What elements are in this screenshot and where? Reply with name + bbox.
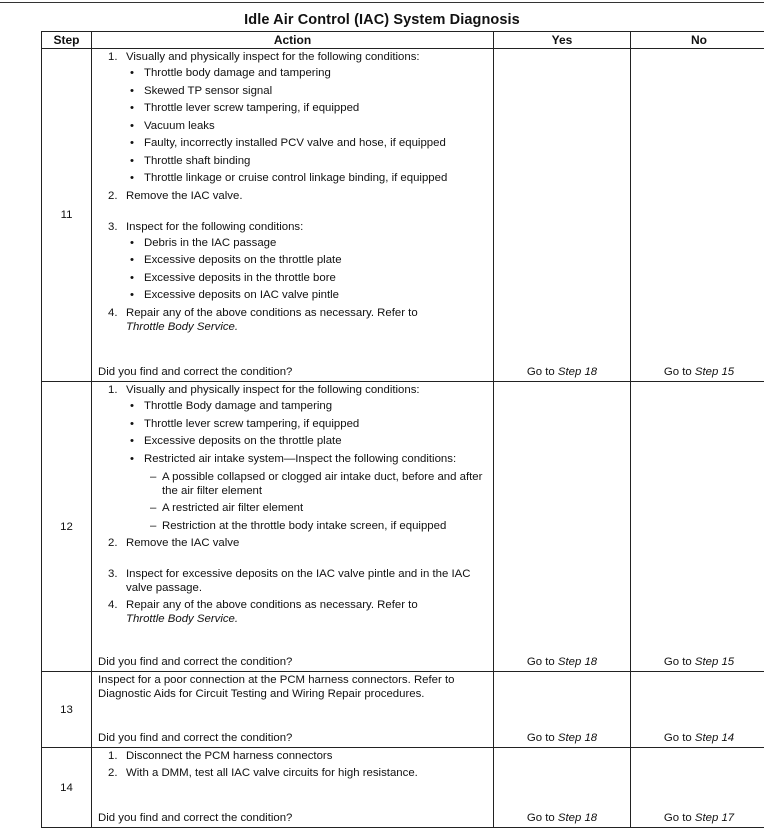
no-prefix: Go to xyxy=(663,812,692,824)
bullet-item: • Throttle lever screw tampering, if equipped xyxy=(126,101,489,115)
step-number: 13 xyxy=(42,672,92,748)
page-title: Idle Air Control (IAC) System Diagnosis xyxy=(244,12,520,28)
bullet-item: • Throttle linkage or cruise control linkage binding, if equipped xyxy=(126,171,489,185)
yes-step: Step 18 xyxy=(557,366,598,378)
action-item: Remove the IAC valve xyxy=(126,537,240,549)
no-step: Step 17 xyxy=(694,812,735,824)
no-prefix: Go to xyxy=(663,656,692,668)
yes-prefix: Go to xyxy=(526,656,555,668)
bullet-item: • Throttle body damage and tampering xyxy=(126,66,489,80)
yes-step: Step 18 xyxy=(557,732,598,744)
yes-prefix: Go to xyxy=(526,366,555,378)
yes-prefix: Go to xyxy=(526,732,555,744)
no-step: Step 14 xyxy=(694,732,735,744)
action-cell: 1. Disconnect the PCM harness connectors 2. With a DMM, test all IAC valve circuits for high resistance. Did you find and correct the condition? xyxy=(92,748,494,828)
action-cell: 1. Visually and physically inspect for the following conditions: • Throttle body damage and tampering • Skewed TP sensor signal • Throttle lever screw tampering, if equipped • Vacuum leaks • Faulty, incorrectly installed PCV valve and hose, if equipped • Throttle shaft binding • Throttle linkage or cruise control linkage binding, if equipped 2. Remove the IAC valve. 3. Inspect for the following conditions: • Debris in the IAC passage • Excessive deposits on the throttle plate • Excessive deposits in the throttle bore • Excessive deposits on IAC valve pintle 4. Repair any of the above conditions as necessary. Refer to Throttle Body Service. Did you find and correct the condition? xyxy=(92,49,494,382)
action-item: Visually and physically inspect for the following conditions: xyxy=(126,384,420,396)
action-item: Inspect for the following conditions: xyxy=(126,220,304,233)
bullet-item: • Excessive deposits on the throttle plate xyxy=(126,253,489,267)
question: Did you find and correct the condition? xyxy=(98,812,293,824)
no-cell xyxy=(631,672,764,748)
step-number: 11 xyxy=(42,49,92,382)
action-cell: 1. Visually and physically inspect for the following conditions: • Throttle Body damage and tampering • Throttle lever screw tampering, if equipped • Excessive deposits on the throttle plate • Restricted air intake system—Inspect the following conditions: – A possible collapsed or clogged air intake duct, before and after the air filter element – A restricted air filter element – Restriction at the throttle body intake screen, if equipped 2. Remove the IAC valve 3. Inspect for excessive deposits on the IAC valve pintle and in the IAC valve passage. 4. Repair any of the above conditions as necessary. Refer to Throttle Body Service. Did you find and correct the condition? xyxy=(92,382,494,672)
reference-link: Throttle Body Service. xyxy=(126,613,239,625)
step-number: 12 xyxy=(42,382,92,672)
dash-item: – A possible collapsed or clogged air intake duct, before and after the air filter element xyxy=(144,470,489,498)
bullet-item: • Throttle Body damage and tampering xyxy=(126,399,489,413)
top-rule xyxy=(0,2,764,3)
header-yes: Yes xyxy=(494,32,631,49)
header-step: Step xyxy=(42,32,92,49)
bullet-item: • Excessive deposits in the throttle bore xyxy=(126,271,489,285)
dash-item: – Restriction at the throttle body intake screen, if equipped xyxy=(144,519,489,533)
step-number: 14 xyxy=(42,748,92,828)
action-cell xyxy=(92,672,494,748)
yes-step: Step 18 xyxy=(557,812,598,824)
yes-cell xyxy=(494,382,631,672)
reference-link: Throttle Body Service. xyxy=(126,320,239,333)
bullet-item: Restricted air intake system—Inspect the following conditions: xyxy=(144,452,457,465)
bullet-item: • Excessive deposits on IAC valve pintle xyxy=(126,288,489,302)
no-prefix: Go to xyxy=(663,366,692,378)
header-action: Action xyxy=(92,32,494,49)
header-row xyxy=(42,32,764,49)
question: Did you find and correct the condition? xyxy=(98,366,293,378)
bullet-item: • Faulty, incorrectly installed PCV valve and hose, if equipped xyxy=(126,136,489,150)
bullet-item: • Debris in the IAC passage xyxy=(126,236,489,250)
action-item: Disconnect the PCM harness connectors xyxy=(126,750,333,762)
yes-cell xyxy=(494,49,631,382)
table-row xyxy=(42,748,764,828)
yes-cell xyxy=(494,748,631,828)
question: Did you find and correct the condition? xyxy=(98,656,293,668)
no-step: Step 15 xyxy=(694,656,735,668)
bullet-item: • Throttle lever screw tampering, if equipped xyxy=(126,417,489,431)
question: Did you find and correct the condition? xyxy=(98,732,293,744)
bullet-item: • Excessive deposits on the throttle plate xyxy=(126,434,489,448)
action-item: Remove the IAC valve. xyxy=(126,189,243,202)
yes-step: Step 18 xyxy=(557,656,598,668)
dash-item: – A restricted air filter element xyxy=(144,501,489,515)
bullet-item: • Vacuum leaks xyxy=(126,119,489,133)
header-no: No xyxy=(631,32,764,49)
no-cell xyxy=(631,748,764,828)
table-row xyxy=(42,49,764,382)
action-item: With a DMM, test all IAC valve circuits for high resistance. xyxy=(126,767,418,779)
bullet-item: • Skewed TP sensor signal xyxy=(126,84,489,98)
yes-prefix: Go to xyxy=(526,812,555,824)
bullet-item: • Throttle shaft binding xyxy=(126,154,489,168)
no-prefix: Go to xyxy=(663,732,692,744)
action-item: Repair any of the above conditions as necessary. Refer to xyxy=(126,599,418,611)
diagnosis-table xyxy=(41,31,764,828)
action-item: Repair any of the above conditions as necessary. Refer to xyxy=(126,306,418,319)
action-text: Inspect for a poor connection at the PCM harness connectors. Refer to Diagnostic Aids for Circuit Testing and Wiring Repair procedures. xyxy=(98,674,455,700)
yes-cell xyxy=(494,672,631,748)
action-item: Inspect for excessive deposits on the IAC valve pintle and in the IAC valve passage. xyxy=(126,568,471,594)
no-cell xyxy=(631,382,764,672)
no-step: Step 15 xyxy=(694,366,735,378)
action-item: Visually and physically inspect for the following conditions: xyxy=(126,51,420,63)
table-row xyxy=(42,672,764,748)
no-cell xyxy=(631,49,764,382)
table-row xyxy=(42,382,764,672)
